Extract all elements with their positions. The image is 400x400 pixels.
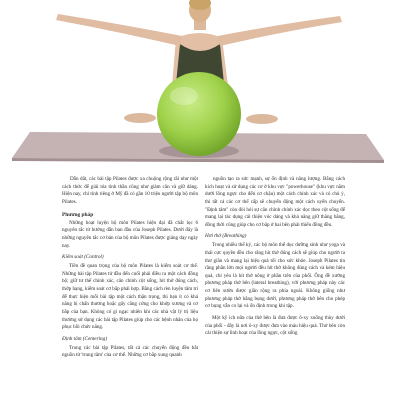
method-paragraph: Những hoạt luyện bộ môn Pilates hiện đại đã chắt lọc 6 nguyên tắc từ hướng dẫn ban đầu của Joseph Pilates. Dưới đây là những nguyên tắc cơ bản của bộ môn Pilates được giảng dạy ngày nay. — [62, 219, 198, 249]
lateral-breathing-paragraph: Một kỹ ích nữa của thở bên là đưa được ô-xy xuống thùy dưới của phổi - đây là nơi ô-xy được đưa vào máu hiệu quả. Thở bên còn cải thiện sự linh hoạt của lồng ngực, cột sống — [205, 315, 345, 337]
subheading-breathing: Hơi thở (Breathing) — [205, 233, 247, 240]
yoga-ball-photo — [0, 0, 400, 172]
subheading-control: Kiểm soát (Control) — [62, 254, 104, 261]
control-paragraph: Tiền đề quan trọng của bộ môn Pilates là kiểm soát cơ thể. Những bài tập Pilates tứ đầu đến cuối phải điều ra một cách đồng bộ; giữ tư thế chính xác, cân chỉnh cột sống, hít thở đúng cách, thớp hạng, kiểm soát cơ bắp phải hợp. Bằng cách rèn luyện tâm trí để thực hiện mỗi bài tập một cách thận trọng, thì bạn ít có khả năng bị chấn thương hoặc gây căng cứng cho khớp xương và cơ bắp của bạn. Không có gì ngạc nhiên khi các nhà vật lý trị liệu thường sử dụng các bài tập Pilates giúp cho các bệnh nhân của họ phục hồi chức năng. — [62, 263, 198, 331]
breathing-paragraph: Trong nhiều thể kỷ, các bộ môn thể dục dưỡng sinh như yoga và thái cực quyền đều cho rằng hít thở đúng cách sẽ giúp cho người ta thư giãn và mang lại hiệu quả tối cho sức khỏe. Joseph Pilates tin rằng phần lớn mọi người đều hít thở không đúng cách và kém hiệu quả, chỉ yêu là hít thở nông ở phần trên của phổi. Ông đề xướng phương pháp thở bên (lateral breathing), với phương pháp này các cơ liên sườn được giãn rộng ra phía ngoài. Không giống như phương pháp thở bằng bụng dưới, phương pháp thở bên cho phép cơ bụng vẫn co lại và ổn định trong khi tập. — [205, 242, 345, 310]
centering-paragraph: Trong các bài tập Pilates, tất cả các chuyển động đều bắt nguồn từ 'trung tâm' của cơ thể. Những cơ bắp xung quanh — [62, 344, 198, 359]
powerhouse-paragraph: nguồn tạo ra sức mạnh, sự ổn định và năng lượng. Bằng cách kích hoạt và sử dụng các cơ ở khu vực "powerhouse" (khu vực nằm dưới lồng ngực cho đến cơ chậu) một cách chính xác và có chủ ý, thì tất cả các cơ thể cấp sẽ chuyển động một cách uyển chuyển. "Định tâm" còn đòi hỏi sự căn chỉnh chính xác dọc theo cột sống để mang lại tác dụng cải thiện vóc dáng và khả năng giữ thăng bằng, đồng thời cũng giúp cho cơ bắp ở hai bên phải thiếu đồng đều. — [205, 176, 345, 228]
intro-paragraph: Dẫn dắt, các bài tập Pilates được xa chuộng rộng rãi như một cách thức để giải tỏa tinh thần cũng như giảm cân và giữ dáng. Hiện nay, chỉ tính riêng ở Mỹ đã có gần 10 triệu người tập bộ môn Pilates. — [62, 176, 198, 205]
subheading-centering: Định tâm (Centering) — [62, 335, 107, 342]
left-text-column — [62, 176, 198, 364]
section-heading-method: Phương pháp — [62, 211, 94, 218]
right-text-column — [205, 176, 345, 342]
